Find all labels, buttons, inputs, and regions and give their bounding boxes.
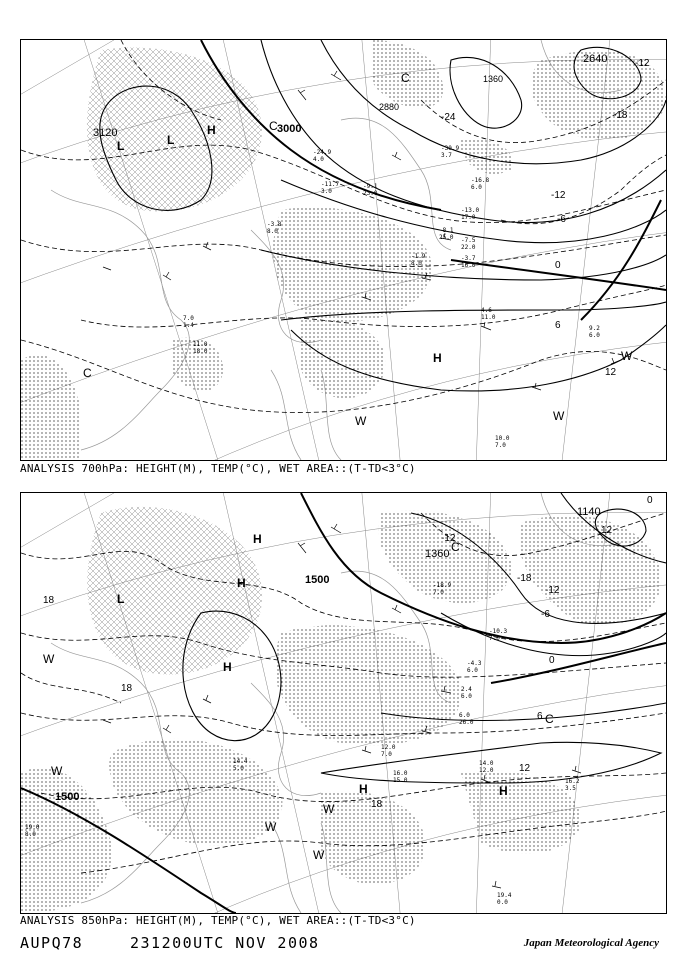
station-ob	[313, 149, 331, 163]
svg-text:-30.9: -30.9	[441, 145, 460, 152]
svg-text:23.0: 23.0	[363, 190, 378, 197]
warm-center-marker: W	[621, 349, 633, 363]
svg-text:6.0: 6.0	[589, 332, 600, 339]
station-ob	[183, 315, 194, 329]
svg-text:-10.3: -10.3	[489, 628, 508, 635]
height-label: 2640	[583, 53, 608, 65]
svg-text:-24.9: -24.9	[313, 149, 332, 156]
svg-text:2.4: 2.4	[461, 686, 472, 693]
svg-text:4.6: 4.6	[481, 307, 492, 314]
station-ob	[461, 237, 476, 251]
height-label: 1500	[55, 791, 80, 803]
svg-text:-11.7: -11.7	[321, 181, 340, 188]
station-ob	[363, 183, 378, 197]
high-center-marker: H	[499, 784, 508, 798]
height-label: 1500	[305, 574, 330, 586]
warm-center-marker: W	[43, 652, 55, 666]
isotherm-label: 6	[555, 320, 561, 331]
map-caption-850hpa: ANALYSIS 850hPa: HEIGHT(M), TEMP(°C), WET AREA::(T-TD<3°C)	[20, 914, 416, 927]
station-ob	[459, 712, 474, 726]
station-ob	[589, 325, 600, 339]
cold-center-marker: C	[83, 366, 92, 380]
warm-center-marker: W	[355, 414, 367, 428]
isotherm-label: -12	[635, 58, 650, 69]
svg-text:-3.7: -3.7	[461, 255, 476, 262]
station-ob	[381, 744, 396, 758]
svg-text:25.0: 25.0	[439, 234, 454, 241]
isotherm-label: -18	[517, 573, 532, 584]
station-ob	[461, 686, 472, 700]
station-ob	[441, 145, 459, 159]
svg-text:3.7: 3.7	[441, 152, 452, 159]
isotherm-label: -6	[557, 214, 566, 225]
agency-credit: Japan Meteorological Agency	[523, 937, 659, 949]
svg-text:8.0: 8.0	[411, 260, 422, 267]
station-ob	[193, 341, 208, 355]
station-ob	[439, 227, 454, 241]
svg-text:12.0: 12.0	[479, 767, 494, 774]
svg-text:12.0: 12.0	[381, 744, 396, 751]
warm-center-marker: W	[553, 409, 565, 423]
svg-text:3.5: 3.5	[565, 785, 576, 792]
height-label: 2880	[379, 102, 400, 112]
station-ob	[461, 207, 479, 221]
isotherm-label: -12	[441, 533, 456, 544]
svg-text:0.0: 0.0	[497, 899, 508, 906]
svg-text:1.4: 1.4	[183, 322, 194, 329]
warm-center-marker: W	[313, 848, 325, 862]
svg-text:16.0: 16.0	[393, 770, 408, 777]
map-panel-850hpa	[20, 492, 667, 914]
svg-text:7.0: 7.0	[489, 635, 500, 642]
station-ob	[489, 628, 507, 642]
svg-text:11.0: 11.0	[481, 314, 496, 321]
cold-center-marker: C	[269, 119, 278, 133]
svg-text:-13.0: -13.0	[461, 207, 480, 214]
bulletin-header: AUPQ78	[20, 934, 84, 952]
svg-text:18.0: 18.0	[193, 348, 208, 355]
isotherm-label: 18	[371, 799, 383, 810]
station-ob	[495, 435, 510, 449]
svg-text:14.0: 14.0	[479, 760, 494, 767]
height-label: 1140	[577, 506, 601, 518]
svg-text:6.0: 6.0	[471, 184, 482, 191]
svg-text:7.0: 7.0	[495, 442, 506, 449]
svg-text:7.0: 7.0	[381, 751, 392, 758]
map-caption-700hpa: ANALYSIS 700hPa: HEIGHT(M), TEMP(°C), WET AREA::(T-TD<3°C)	[20, 462, 416, 475]
svg-text:8.0: 8.0	[267, 228, 278, 235]
height-label: 1360	[483, 74, 504, 84]
svg-text:17.0: 17.0	[461, 214, 476, 221]
low-center-marker: L	[117, 592, 125, 606]
svg-text:-16.8: -16.8	[471, 177, 490, 184]
svg-text:6.0: 6.0	[459, 712, 470, 719]
svg-text:-18.9: -18.9	[433, 582, 452, 589]
low-center-marker: L	[167, 133, 175, 147]
svg-text:-3.8: -3.8	[267, 221, 282, 228]
isotherm-label: 12	[519, 763, 531, 774]
svg-text:6.0: 6.0	[461, 693, 472, 700]
station-ob	[393, 770, 408, 784]
height-label: 3120	[93, 127, 118, 139]
svg-text:7.0: 7.0	[433, 589, 444, 596]
svg-text:9.2: 9.2	[589, 325, 600, 332]
station-ob	[471, 177, 489, 191]
warm-center-marker: W	[51, 764, 63, 778]
height-label: 1360	[425, 548, 450, 560]
station-ob	[321, 181, 339, 195]
weather-map-700hpa	[21, 40, 666, 460]
isotherm-label: 18	[121, 683, 133, 694]
isotherm-label: -12	[551, 190, 566, 201]
svg-text:10.0: 10.0	[495, 435, 510, 442]
svg-text:19.0: 19.0	[25, 824, 40, 831]
svg-text:-4.3: -4.3	[467, 660, 482, 667]
svg-text:5.0: 5.0	[233, 765, 244, 772]
station-ob	[481, 307, 496, 321]
station-ob	[565, 778, 580, 792]
svg-text:4.0: 4.0	[313, 156, 324, 163]
svg-text:-9.1: -9.1	[363, 183, 378, 190]
cold-center-marker: C	[401, 71, 410, 85]
isotherm-label: -24	[441, 112, 456, 123]
wet-area-hatched	[87, 507, 262, 675]
high-center-marker: H	[433, 351, 442, 365]
isotherm-label: 0	[549, 655, 555, 666]
svg-text:3.0: 3.0	[321, 188, 332, 195]
high-center-marker: H	[359, 782, 368, 796]
low-center-marker: L	[117, 139, 125, 153]
svg-text:-7.5: -7.5	[461, 237, 476, 244]
isotherm-label: 12	[601, 525, 613, 536]
weather-map-850hpa	[21, 493, 666, 913]
isotherm-label: 12	[605, 367, 617, 378]
svg-text:8.0: 8.0	[25, 831, 36, 838]
isotherm-label: -12	[545, 585, 560, 596]
svg-text:15.0: 15.0	[393, 777, 408, 784]
isotherm-label: -18	[613, 110, 628, 121]
map-panel-700hpa	[20, 39, 667, 461]
chart-footer	[20, 934, 665, 954]
svg-text:-1.9: -1.9	[411, 253, 426, 260]
warm-center-marker: W	[265, 820, 277, 834]
svg-text:26.0: 26.0	[459, 719, 474, 726]
isotherm-label: -6	[541, 609, 550, 620]
isotherm-label: 6	[537, 711, 543, 722]
station-ob	[497, 892, 512, 906]
station-ob	[467, 660, 482, 674]
isotherm-label: 0	[555, 260, 561, 271]
high-center-marker: H	[253, 532, 262, 546]
height-label: 3000	[277, 123, 302, 135]
station-ob	[479, 760, 494, 774]
cold-center-marker: C	[545, 712, 554, 726]
svg-text:6.0: 6.0	[467, 667, 478, 674]
svg-text:22.0: 22.0	[461, 244, 476, 251]
cold-center-marker: C	[451, 540, 460, 554]
svg-text:11.0: 11.0	[193, 341, 208, 348]
svg-text:14.4: 14.4	[233, 758, 248, 765]
svg-text:16.2: 16.2	[565, 778, 580, 785]
svg-text:7.0: 7.0	[183, 315, 194, 322]
isotherm-label: 0	[647, 495, 653, 506]
svg-text:19.4: 19.4	[497, 892, 512, 899]
valid-time: 231200UTC NOV 2008	[130, 934, 320, 952]
station-ob	[461, 255, 476, 269]
high-center-marker: H	[207, 123, 216, 137]
svg-text:-8.1: -8.1	[439, 227, 454, 234]
warm-center-marker: W	[323, 802, 335, 816]
svg-text:16.0: 16.0	[461, 262, 476, 269]
isotherm-label: 18	[43, 595, 55, 606]
high-center-marker: H	[237, 576, 246, 590]
high-center-marker: H	[223, 660, 232, 674]
